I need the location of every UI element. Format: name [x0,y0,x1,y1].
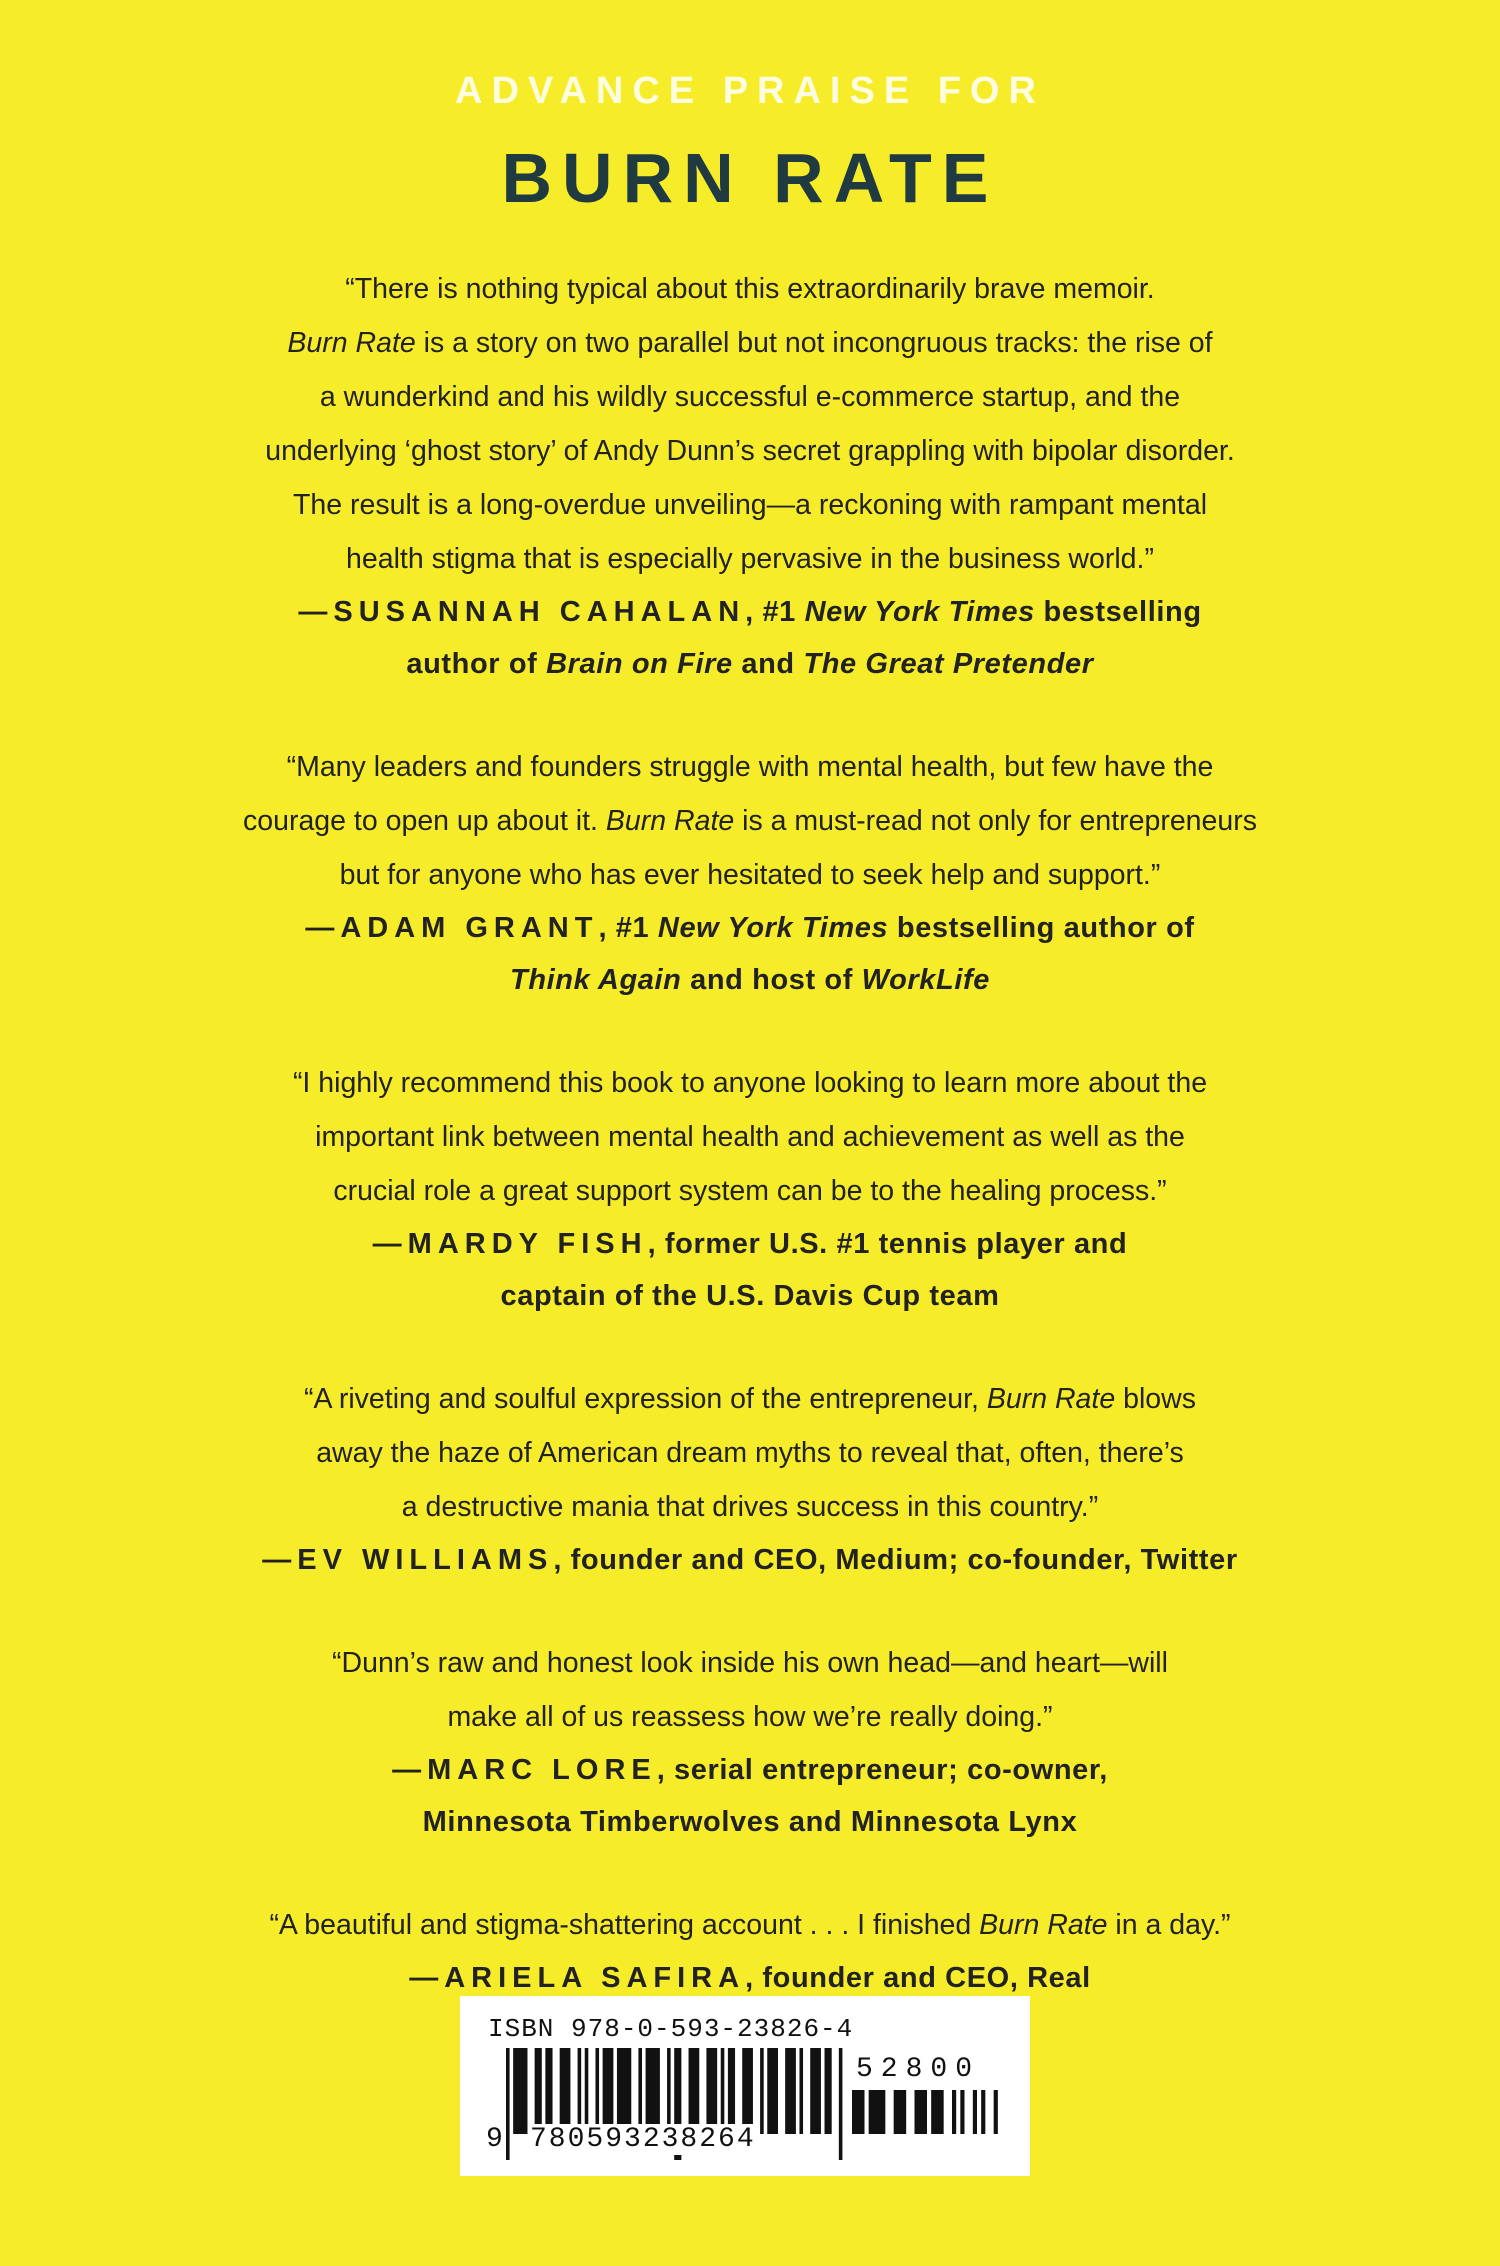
quote-line: make all of us reassess how we’re really doing.” [447,1701,1053,1733]
barcode-bar [915,2090,928,2134]
blurb-attribution [170,1744,1330,1848]
barcode-bar [578,2048,582,2134]
blurb-quote [170,1056,1330,1218]
quote-line: “Many leaders and founders struggle with mental health, but few have the [286,751,1214,783]
blurb-quote [170,1898,1330,1952]
attribution-credential-line2: Think Again and host of WorkLife [510,964,990,996]
blurb-attribution [170,902,1330,1006]
blurb [170,1636,1330,1848]
barcode-bar [973,2090,977,2134]
blurb-quote [170,740,1330,902]
blurb-quote [170,262,1330,586]
barcode-bar [689,2048,700,2134]
blurb-attribution [170,1218,1330,1322]
quote-line: a destructive mania that drives success in this country.” [401,1491,1099,1523]
attribution-name: —ARIELA SAFIRA [409,1962,746,1994]
quote-line: but for anyone who has ever hesitated to seek help and support.” [339,859,1161,891]
barcode-bar [960,2090,964,2134]
attribution-credential: , #1 New York Times bestselling author of [598,912,1195,944]
barcode-bar [952,2090,956,2134]
barcode-bar [585,2048,589,2134]
barcode-bar [760,2048,764,2134]
barcode-bar [545,2048,552,2134]
attribution-credential-line2: Minnesota Timberwolves and Minnesota Lynx [422,1806,1078,1838]
attribution-name: —SUSANNAH CAHALAN [298,596,746,628]
attribution-credential: , founder and CEO, Real [745,1962,1091,1994]
barcode-bar [721,2048,725,2134]
attribution-credential: , #1 New York Times bestselling [745,596,1202,628]
quote-line: “I highly recommend this book to anyone looking to learn more about the [292,1067,1208,1099]
blurb [170,1056,1330,1322]
quote-line: “A beautiful and stigma-shattering account . . . I finished Burn Rate in a day.” [269,1909,1231,1941]
barcode-bar [646,2048,660,2134]
blurb [170,1372,1330,1586]
quote-line: a wunderkind and his wildly successful e-commerce startup, and the [319,381,1181,413]
barcode-bar [852,2090,865,2134]
quote-line: “There is nothing typical about this extraordinarily brave memoir. [345,273,1155,305]
barcode-bar [603,2048,614,2134]
blurb-quote [170,1372,1330,1534]
ean-digits: 780593238264 [530,2124,756,2155]
attribution-credential: , founder and CEO, Medium; co-founder, Twitter [553,1544,1238,1576]
isbn-barcode [460,1996,1030,2176]
quote-line: Burn Rate is a story on two parallel but not incongruous tracks: the rise of [287,327,1213,359]
barcode-bar [667,2048,671,2134]
barcode-bar [894,2090,907,2134]
advance-praise-kicker: ADVANCE PRAISE FOR [455,70,1045,112]
blurb-attribution [170,586,1330,690]
book-title: BURN RATE [501,139,999,217]
price-code: 52800 [856,2054,981,2085]
quote-line: underlying ‘ghost story’ of Andy Dunn’s secret grappling with bipolar disorder. [265,435,1235,467]
barcode-bar [706,2048,717,2134]
quote-line: “Dunn’s raw and honest look inside his own head—and heart—will [332,1647,1168,1679]
barcode-bar [513,2048,527,2134]
attribution-credential-line2: author of Brain on Fire and The Great Pretender [406,648,1094,680]
quote-line: The result is a long-overdue unveiling—a reckoning with rampant mental [292,489,1208,521]
barcode-bar [931,2090,944,2134]
quote-line: “A riveting and soulful expression of the entrepreneur, Burn Rate blows [304,1383,1196,1415]
quote-line: away the haze of American dream myths to reveal that, often, there’s [316,1437,1184,1469]
barcode-bar [785,2048,796,2134]
ean-first-digit: 9 [486,2124,503,2155]
barcode-bar [742,2048,753,2134]
attribution-credential: , former U.S. #1 tennis player and [647,1228,1128,1260]
barcode-bar [767,2048,778,2134]
barcode-bar [506,2048,510,2160]
barcode-bar [799,2048,803,2134]
attribution-name: —ADAM GRANT [305,912,599,944]
price-addon-bars [852,2090,1002,2160]
attribution-credential: , serial entrepreneur; co-owner, [656,1754,1108,1786]
attribution-name: —MARDY FISH [372,1228,648,1260]
quote-line: courage to open up about it. Burn Rate is a must-read not only for entrepreneurs [243,805,1257,837]
blurb-attribution [170,1534,1330,1586]
blurb [170,1898,1330,2004]
barcode-bar [560,2048,571,2134]
barcode-bar [617,2048,631,2134]
blurb [170,740,1330,1006]
barcode-bar [535,2048,542,2134]
barcode-bar [638,2048,642,2134]
attribution-credential-line2: captain of the U.S. Davis Cup team [500,1280,1000,1312]
barcode-bar [981,2090,985,2134]
barcode-bar [869,2090,886,2134]
barcode-bar [810,2048,821,2134]
barcode-bar [595,2048,599,2134]
blurb-list [170,262,1330,2054]
attribution-name: —EV WILLIAMS [262,1544,554,1576]
barcode-bar [728,2048,735,2134]
barcode-bar [839,2048,843,2160]
barcode-bar [825,2048,832,2134]
attribution-name: —MARC LORE [392,1754,657,1786]
blurb-quote [170,1636,1330,1744]
quote-line: important link between mental health and achievement as well as the [315,1121,1185,1153]
barcode-bar [994,2090,998,2134]
isbn-label: ISBN 978-0-593-23826-4 [488,2014,854,2044]
blurb [170,262,1330,690]
quote-line: health stigma that is especially pervasive in the business world.” [346,543,1154,575]
quote-line: crucial role a great support system can be to the healing process.” [333,1175,1167,1207]
